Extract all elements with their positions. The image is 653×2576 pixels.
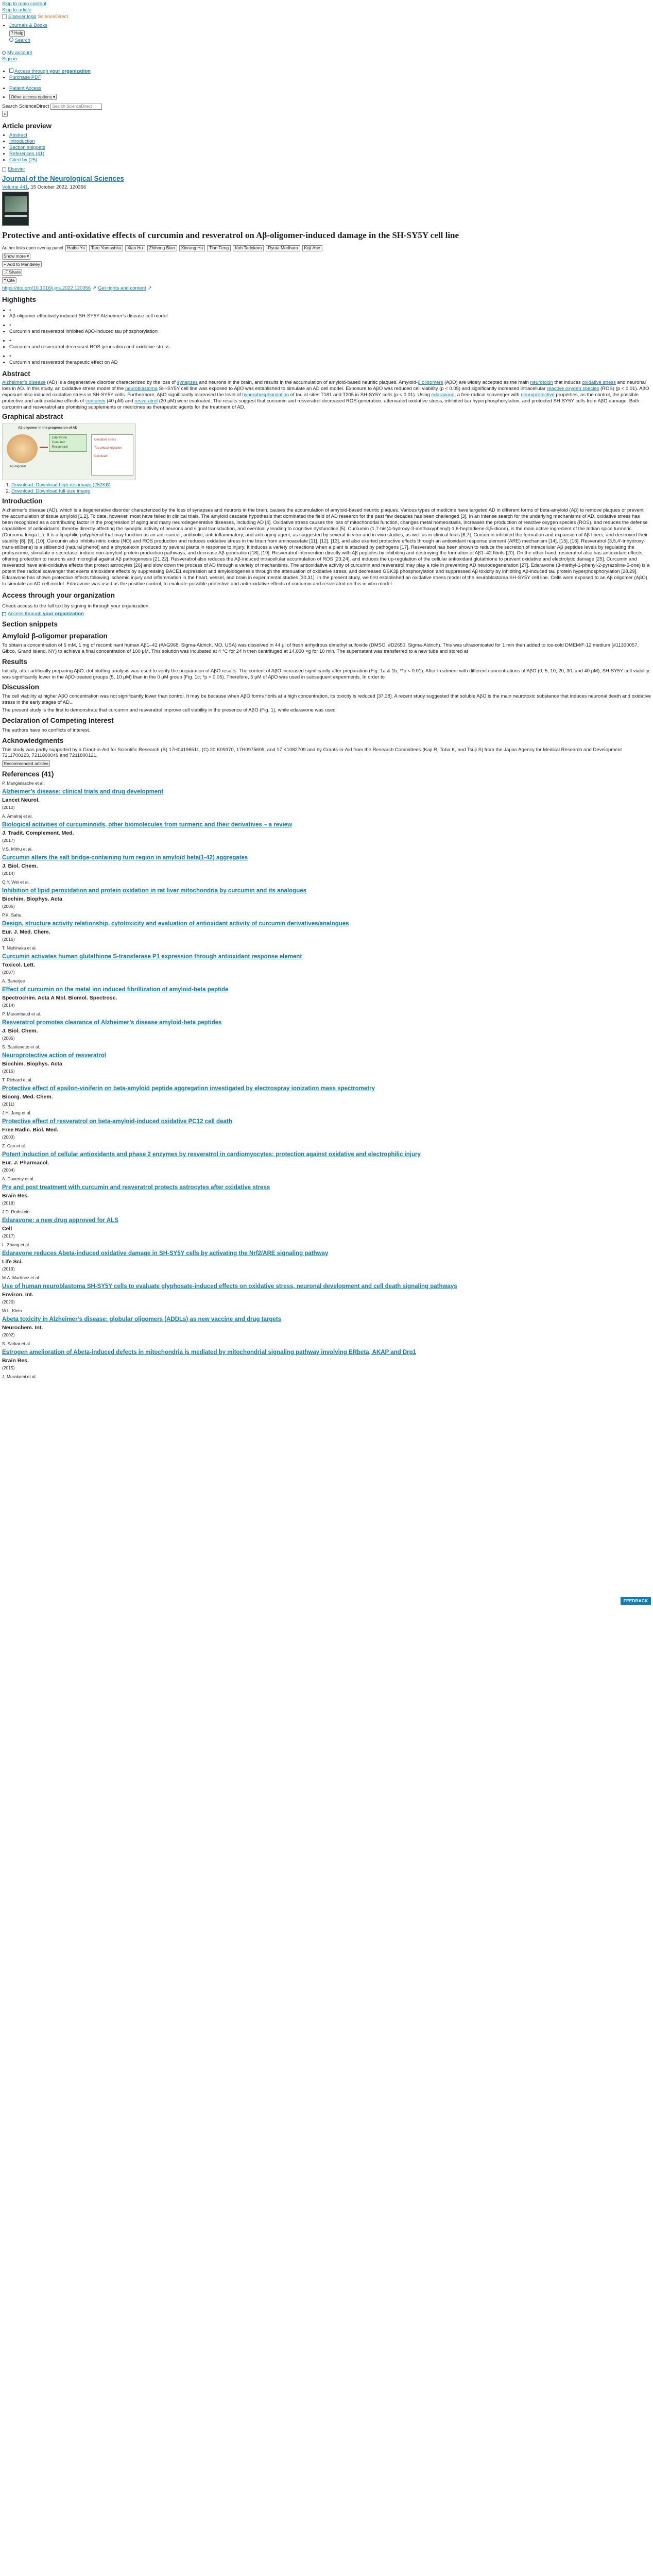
search-link[interactable]: Search <box>14 38 30 44</box>
reference-title-link[interactable]: Curcumin activates human glutathione S-transferase P1 expression through antioxidant response element <box>2 953 302 960</box>
reference-journal: Spectrochim. Acta A Mol. Biomol. Spectrosc. <box>2 995 117 1001</box>
reference-year: (2014) <box>2 1003 15 1008</box>
topic-link[interactable]: reactive oxygen species <box>546 386 599 392</box>
topic-link[interactable]: curcumin <box>85 398 106 404</box>
article-preview <box>2 122 651 163</box>
recommended-articles-button[interactable]: Recommended articles <box>2 760 50 767</box>
reference-title-link[interactable]: Alzheimer’s disease: clinical trials and drug development <box>2 788 164 795</box>
preview-abstract-link[interactable]: Abstract <box>9 132 27 139</box>
topic-link[interactable]: neuroprotective <box>521 392 555 398</box>
figure-label: Oxidative stress <box>94 438 116 442</box>
reference-item <box>2 1341 651 1371</box>
reference-item <box>2 781 651 810</box>
reference-journal: Neurochem. Int. <box>2 1325 43 1331</box>
reference-author: S. Bastianetto et al. <box>2 1044 40 1049</box>
add-to-mendeley-button[interactable]: + Add to Mendeley <box>2 261 42 267</box>
reference-title-link[interactable]: Edaravone: a new drug approved for ALS <box>2 1217 118 1224</box>
reference-year: (2006) <box>2 904 15 909</box>
reference-item <box>2 1176 651 1206</box>
access-org-section <box>2 591 651 618</box>
reference-author: Z. Cao et al. <box>2 1143 26 1148</box>
search-submit-button[interactable] <box>2 111 8 117</box>
search-label: Search ScienceDirect <box>2 103 49 109</box>
reference-item <box>2 1143 651 1173</box>
access-through-org-link[interactable]: Access through your organization <box>14 68 91 74</box>
sign-in-link[interactable]: Sign in <box>2 56 18 62</box>
reference-author: A. Amalraj et al. <box>2 813 33 819</box>
my-account-link[interactable]: My account <box>7 49 32 56</box>
reference-year: (2020) <box>2 1299 15 1305</box>
introduction-heading: Introduction <box>2 497 43 505</box>
figure-label: Edaravone <box>52 436 67 439</box>
snippet-heading: Discussion <box>2 683 40 691</box>
elsevier-icon <box>2 167 6 172</box>
acknowledgments-text: This study was partly supported by a Grant-in-Aid for Scientific Research (B) 17H04196511, (C) 20 K09370, 17H0975609, and 17 K1082709 and by Grants-in-Aid from the Research Committees (Kaji R, Toba K, and Tsuji S) from the Japan Agency for Medical Research and Development 7211700123, 7211800049 and 7211800121. <box>2 747 622 759</box>
highlights-heading: Highlights <box>2 295 36 303</box>
reference-title-link[interactable]: Curcumin alters the salt bridge-containing turn region in amyloid beta(1-42) aggregates <box>2 854 248 861</box>
elsevier-publisher-link[interactable]: Elsevier <box>8 166 25 172</box>
access-through-org-button[interactable]: Access through your organization <box>8 611 84 617</box>
figure-caption: Aβ oligomer in the progression of AD <box>18 426 78 430</box>
reference-title-link[interactable]: Protective effect of epsilon-viniferin on beta-amyloid peptide aggregation investigated by electrospray ionization mass spectrometry <box>2 1085 375 1092</box>
reference-item <box>2 1209 651 1239</box>
elsevier-logo-icon[interactable] <box>2 14 7 19</box>
quote-icon: ❝ <box>4 277 6 283</box>
download-high-res-link[interactable]: Download: Download high-res image (282KB) <box>11 482 111 488</box>
snippets-heading: Section snippets <box>2 620 58 629</box>
topic-link[interactable]: β oligomers <box>418 380 443 386</box>
reference-year: (2007) <box>2 970 15 975</box>
author-button[interactable]: Zhihong Bian <box>147 245 177 251</box>
topic-link[interactable]: oxidative stress <box>582 380 616 386</box>
reference-author: S. Sarkar et al. <box>2 1341 31 1346</box>
abstract-section <box>2 370 651 411</box>
reference-journal: J. Biol. Chem. <box>2 863 38 869</box>
reference-title-link[interactable]: Design, structure activity relationship, cytotoxicity and evaluation of antioxidant activity of curcumin derivatives/analogues <box>2 920 349 927</box>
reference-author: P. Mangialasche et al. <box>2 780 45 786</box>
reference-year: (2003) <box>2 1134 15 1140</box>
references-heading: References (41) <box>2 770 54 778</box>
topic-link[interactable]: neuroblastoma <box>125 386 158 392</box>
feedback-button[interactable]: FEEDBACK <box>621 1597 651 1605</box>
author-links-hint: Author links open overlay panel <box>2 245 63 251</box>
reference-title-link[interactable]: Use of human neuroblastoma SH-SY5Y cells to evaluate glyphosate-induced effects on oxidative stress, neuronal development and cell death signaling pathways <box>2 1283 457 1290</box>
doi-link[interactable]: https://doi.org/10.1016/j.jns.2022.120356 <box>2 285 91 291</box>
reference-year: (2017) <box>2 838 15 843</box>
account-area <box>2 50 651 62</box>
institution-icon <box>2 612 6 616</box>
author-button[interactable]: Koh Tadokoro <box>233 245 264 251</box>
search-bar <box>2 104 651 117</box>
preview-references-link[interactable]: References (41) <box>9 150 45 157</box>
reference-year: (2016) <box>2 937 15 942</box>
reference-title-link[interactable]: Effect of curcumin on the metal ion induced fibrillization of amyloid-beta peptide <box>2 986 229 993</box>
snippets-section <box>2 620 651 714</box>
figure-label: Aβ oligomer <box>10 465 27 468</box>
reference-author: A. Banerjee <box>2 978 25 984</box>
reference-author: J. Murakami et al. <box>2 1374 37 1379</box>
snippet-text: The cell viability at higher AβO concentration was not significantly lower than control. It may be because when AβO forms fibrils at a high concentration, its toxicity is reduced [37,38]. A recent study suggested that soluble AβO is the main neurotoxic substance that induces neuronal death and oxidative stress in the early stages of AD... <box>2 693 651 706</box>
journal-cover-image[interactable] <box>2 192 29 226</box>
abstract-heading: Abstract <box>2 369 30 378</box>
chevron-down-icon: ▾ <box>53 94 56 99</box>
reference-title-link[interactable]: Neuroprotective action of resveratrol <box>2 1052 106 1059</box>
reference-title-link[interactable]: Potent induction of cellular antioxidants and phase 2 enzymes by resveratrol in cardiomyocytes: protection against oxidative and electrophilic injury <box>2 1151 421 1158</box>
other-access-options-button[interactable]: • Other access options ▾ <box>9 94 57 100</box>
figure-label: Curcumin <box>52 440 65 444</box>
reference-item <box>2 1044 651 1074</box>
reference-author: P. Marambaud et al. <box>2 1011 41 1016</box>
preview-cited-by-link[interactable]: Cited by (25) <box>9 157 38 163</box>
reference-item <box>2 1308 651 1338</box>
graphical-abstract-image[interactable] <box>2 423 136 480</box>
reference-item <box>2 846 651 876</box>
search-input[interactable] <box>50 104 102 110</box>
snippet-text: The present study is the first to demonstrate that curcumin and resveratrol improve cell viability in the presence of AβO (Fig. 1), while edaravone was used <box>2 707 336 714</box>
reference-author: W.L. Klein <box>2 1308 22 1313</box>
references-section <box>2 770 651 1380</box>
figure-label: Resveratrol <box>52 445 68 449</box>
top-nav <box>2 23 651 44</box>
reference-title-link[interactable]: Biological activities of curcuminoids, other biomolecules from turmeric and their derivatives – a review <box>2 821 293 828</box>
reference-item <box>2 1077 651 1107</box>
highlights-section: Highlights • • • Aβ-oligomer effectively induced SH-SY5Y Alzheimer’s disease cell model • • • Curcumin and resveratrol inhibited AβO-induced tau phosphorylation • • • Curcumin and resveratrol decreased ROS generation and oxidative stress • • • Curcumin and resveratrol therapeutic effect on AD <box>2 296 651 366</box>
volume-link[interactable]: Volume 441 <box>2 184 28 191</box>
author-button[interactable]: Tian Feng <box>207 245 231 251</box>
topic-link[interactable]: resveratrol <box>134 398 158 404</box>
chevron-down-icon: ▾ <box>27 253 29 259</box>
graphical-abstract-heading: Graphical abstract <box>2 412 63 420</box>
reference-title-link[interactable]: Protective effect of resveratrol on beta-amyloid-induced oxidative PC12 cell death <box>2 1118 232 1125</box>
reference-title-link[interactable]: Pre and post treatment with curcumin and resveratrol protects astrocytes after oxidative stress <box>2 1184 270 1191</box>
reference-item <box>2 1242 651 1272</box>
cite-button[interactable]: ❝ Cite <box>2 277 16 283</box>
purchase-pdf-link[interactable]: Purchase PDF <box>9 74 41 80</box>
search-icon <box>9 38 13 42</box>
share-button[interactable]: ⤴ Share <box>2 269 22 276</box>
reference-year: (2002) <box>2 1332 15 1338</box>
user-icon <box>2 51 6 55</box>
highlight-item: • Curcumin and resveratrol decreased ROS generation and oxidative stress <box>9 344 651 350</box>
reference-author: J.D. Rothstein <box>2 1209 30 1214</box>
reference-year: (2005) <box>2 1036 15 1041</box>
reference-journal: Eur. J. Pharmacol. <box>2 1160 49 1166</box>
figure-label: Cell death <box>94 454 109 458</box>
highlight-item: • Curcumin and resveratrol inhibited AβO-induced tau phosphorylation <box>9 329 651 335</box>
skip-to-article-link[interactable]: Skip to article <box>2 7 32 13</box>
reference-year: (2019) <box>2 1266 15 1272</box>
reference-author: M.A. Martínez et al. <box>2 1275 40 1280</box>
snippet-text: To obtain a concentration of 5 mM, 1 mg of recombinant human Aβ1–42 (#AG968, Sigma-Aldrich, MO, USA) was dissolved in 44 μl of fresh anhydrous dimethyl sulfoxide (DMSO, #D2650, Sigma-Aldrich). This was ultrasonicated for 1 min then added to ice-cold DMEM/F-12 medium (#11330057, Gibco, Grand Island, NY) to achieve a final concentration of 100 μM. This solution was incubated at 4 °C for 24 h then centrifuged at 14,000 ×g for 10 min. The supernatant was transferred to a new tube and stored at <box>2 642 639 654</box>
article-preview-heading: Article preview <box>2 122 52 130</box>
reference-item <box>2 814 651 843</box>
reference-title-link[interactable]: Abeta toxicity in Alzheimer’s disease: globular oligomers (ADDLs) as new vaccine and drug targets <box>2 1316 282 1323</box>
reference-journal: J. Tradit. Complement. Med. <box>2 830 74 836</box>
competing-interest-text: The authors have no conflicts of interest. <box>2 727 91 733</box>
reference-journal: Brain Res. <box>2 1193 29 1199</box>
snippet-text: Initially, after artificially preparing AβO, dot blotting analysis was used to verify the preparation of AβO results. The content of AβO increased significantly after preparation (Fig. 1a & 1b; **p < 0.01). After treatment with different concentrations of AβO (0, 5, 10, 20, 30, and 40 μM), SH-SY5Y cell viability was significantly lower in the AβO-treated groups (5, 10 μM) than in the 0 μM group (Fig. 1c; *p < 0.05). Therefore, 5 μM of AβO was used in subsequent experiments. In order to <box>2 668 649 680</box>
figure-neuron-shape <box>7 434 38 463</box>
acknowledgments-section <box>2 737 651 767</box>
patient-access-link[interactable]: Patient Access <box>9 86 42 92</box>
elsevier-logo-link[interactable]: Elsevier logo <box>8 13 37 20</box>
reference-journal: Bioorg. Med. Chem. <box>2 1094 53 1100</box>
reference-item <box>2 912 651 942</box>
preview-introduction-link[interactable]: Introduction <box>9 139 35 145</box>
search-icon: ⌕ <box>4 111 6 116</box>
skip-to-main-link[interactable]: Skip to main content <box>2 1 47 7</box>
topic-link[interactable]: edaravone <box>431 392 455 398</box>
introduction-text: Alzheimer’s disease (AD), which is a degenerative disorder characterized by the loss of synapses and neurons in the brain, causes the accumulation of amyloid-based neuritic plaques. Various types of medicine have targeted AD in different forms of beta-amyloid (Aβ) to remove plaques or prevent the accumulation of tissue amyloid [1,2]. To date, however, most have failed in clinical trials. The amyloid cascade hypothesis that dominated the field of AD research for the past few decades has been challenged [3]. In an intense search for the underlying mechanisms of AD, oxidative stress has been recognized as a contributing factor in the progression of aging and many neurodegenerative diseases, including AD [4]. Oxidative stress causes the loss of mitochondrial function, changes metal homeostasis, increases the production of reactive oxygen species (ROS), and reduces the defense capabilities of antioxidants, thereby directly affecting the synaptic activity of neurons and signal transduction, and eventually leading to cognitive dysfunction [5]. Curcumin (1,7-bis(4-hydroxy-3-methoxyphenyl)-1,6-heptadiene-3,5-dione), is the main active ingredient of the Indian spice turmeric (Curcuma longa L.). It is a lipophilic polyphenol that may function as an anti-cancer, antibiotic, anti-inflammatory, and anti-aging agent, as suggested by several in vitro and in vivo studies, as well as in clinical trials [6,7]. Curcumin inhibited the formation and expansion of Aβ fibers, and destroyed their stability [8], [9], [10]. Curcumin also inhibits nitric oxide (NO) and ROS production and reduces oxidative stress in the brain from aminoacetate [11], [12], [13], and also exerted protective effects through an antioxidant response element (ARE) mechanism [14], [15], [16]. Resveratrol (3,5,4′-trihydroxy-trans-stilbene) is a stilbenoid (natural phenol) and a phytoalexin produced by several plants in response to injury. It induces a variety of reactions when a plant is attacked by pathogens [17]. Resveratrol has been shown to reduce the secretion of intracellular Aβ peptides levels by regulating the proteasome, stimulate α-secretase, induce non-amyloid protein production pathways, and decrease Aβ generation [18], [19]. Resveratrol intervention directly with Aβ peptides by inhibiting and destroying the formation of Aβ1–42 fibrils [20]. On the other hand, resveratrol also has antioxidant effects, offering protection to neurons and microglial against Aβ pathogenesis [21,22]. Resveratrol also reduces the Aβ-induced intracellular accumulation of ROS [23,24], and induces the up-regulation of the cellular antioxidant glutathione to prevent oxidative and electrolytic damage [25]. Curcumin and resveratrol have anti-oxidative effects that protect astrocytes [26] and slow down the process of AD through a variety of mechanisms. The antioxidative activity of curcumin and resveratrol may play a role in preventing AD neurodegeneration [27]. Edaravone (3-methyl-1-phenyl-2-pyrazoline-5-one) is a potent free radical scavenger that exerts antioxidant effects by suppressing BACE1 expression and amyloidogenesis through the attenuation of oxidative stress, and decreased GSK3β phosphorylation and suppressed Aβ toxicity by inhibiting Aβ-induced tau protein hyperphosphorylation [28,29]. Edaravone has shown protective effects following ischemic injury and inflammation in the heart, vessel, and brain in experimental studies [30,31]. In the present study, we first established an oxidative stress model of the neuroblastoma SH-SY5Y cell line. Cells were exposed to an Aβ oligomer (AβO) to simulate an AD cell model. Edaravone was used as the positive control, to evaluate possible protective and anti-oxidative effects of curcumin and resveratrol on this in vitro model. <box>2 507 650 587</box>
authors-row <box>2 245 651 251</box>
journals-books-link[interactable]: Journals & Books <box>9 22 47 28</box>
reference-item <box>2 945 651 975</box>
introduction-section <box>2 497 651 587</box>
external-link-icon: ↗ <box>147 285 152 291</box>
reference-title-link[interactable]: Estrogen amelioration of Abeta-induced defects in mitochondria is mediated by mitochondrial signaling pathway involving ERbeta, AKAP and Drp1 <box>2 1349 417 1355</box>
reference-author: P.K. Sahu <box>2 912 22 918</box>
help-button[interactable]: ? Help <box>9 30 25 37</box>
figure-label: Tau phosphorylation <box>94 446 122 450</box>
reference-item <box>2 1110 651 1140</box>
reference-year: (2015) <box>2 1365 15 1371</box>
reference-year: (2004) <box>2 1167 15 1173</box>
author-button[interactable]: Koji Abe <box>302 245 322 251</box>
reference-author: T. Nishinaka et al. <box>2 945 37 951</box>
reference-journal: Free Radic. Biol. Med. <box>2 1127 59 1133</box>
reference-journal: Brain Res. <box>2 1358 29 1364</box>
competing-interest-heading: Declaration of Competing Interest <box>2 716 114 724</box>
journal-info <box>2 166 651 226</box>
reference-journal: Biochim. Biophys. Acta <box>2 896 62 902</box>
reference-item <box>2 978 651 1008</box>
reference-author: L. Zhang et al. <box>2 1242 30 1247</box>
reference-journal: Environ. Int. <box>2 1292 33 1298</box>
reference-item <box>2 1374 651 1380</box>
reference-item <box>2 1011 651 1041</box>
reference-year: (2015) <box>2 1069 15 1074</box>
reference-year: (2017) <box>2 1233 15 1239</box>
rights-content-link[interactable]: Get rights and content <box>98 285 146 291</box>
reference-author: V.S. Mithu et al. <box>2 846 33 852</box>
cover-band <box>5 196 27 212</box>
author-button[interactable]: Xinrang Hu <box>179 245 205 251</box>
reference-year: (2014) <box>2 871 15 876</box>
reference-item <box>2 1275 651 1305</box>
access-org-text: Check access to the full text by signing in through your organization. <box>2 603 150 609</box>
author-button[interactable]: Taro Yamashita <box>89 245 123 251</box>
issue-date: , 15 October 2022, 120356 <box>28 184 87 191</box>
external-link-icon: ↗ <box>92 285 97 291</box>
topic-link[interactable]: neurotoxin <box>530 380 553 386</box>
author-button[interactable]: Xiao Hu <box>125 245 145 251</box>
reference-author: J.H. Jang et al. <box>2 1110 31 1115</box>
reference-title-link[interactable]: Edaravone reduces Abeta-induced oxidative damage in SH-SY5Y cells by activating the Nrf2/ARE signaling pathway <box>2 1250 329 1257</box>
reference-journal: Toxicol. Lett. <box>2 962 35 968</box>
article-actions <box>2 253 651 292</box>
help-icon: ? <box>11 30 13 36</box>
preview-snippets-link[interactable]: Section snippets <box>9 145 45 151</box>
figure-arrow <box>40 447 48 448</box>
reference-journal: Cell <box>2 1226 12 1232</box>
reference-author: Q.Y. Wei et al. <box>2 879 30 885</box>
download-full-size-link[interactable]: Download: Download full-size image <box>11 488 91 494</box>
abstract-text: Alzheimer’s disease (AD) is a degenerative disorder characterized by the loss of synapses and neurons in the brain, and results in the accumulation of amyloid-based neuritic plaques. Amyloid-β oligomers (AβO) are widely accepted as the main neurotoxin that induces oxidative stress and neuronal loss in AD. In this study, an oxidative stress model of the neuroblastoma SH-SY5Y cell line was exposed to AβO was established to simulate an AD cell model. Exposure to AβO was reduced cell viability (p < 0.05) and significantly increased intracellular reactive oxygen species (ROS) (p < 0.01). AβO exposure also induced oxidative stress in SH-SY5Y cells. Furthermore, AβO significantly increased the level of hyperphosphorylation of tau at sites T181 and T205 in SH-SY5Y cells (p < 0.01). Using edaravone, a free radical scavenger with neuroprotective properties, as the control, the possible protective and anti-oxidative effects of curcumin (40 μM) and resveratrol (20 μM) were evaluated. The results suggest that curcumin and resveratrol decreased ROS generation, attenuated oxidative stress, inhibited tau hyperphosphorylation, and protected SH-SY5Y cells from AβO damage. Both curcumin and resveratrol are promising supplements or medicines as therapeutic agents for the treatment of AD. <box>2 380 649 410</box>
author-button[interactable]: Haibo Yu <box>65 245 87 251</box>
access-org-heading: Access through your organization <box>2 591 115 599</box>
reference-year: (2010) <box>2 805 15 810</box>
article-title: Protective and anti-oxidative effects of curcumin and resveratrol on Aβ-oligomer-induced damage in the SH-SY5Y cell line <box>2 230 459 241</box>
topic-link[interactable]: Alzheimer’s disease <box>2 380 46 386</box>
reference-author: A. Daverey et al. <box>2 1176 35 1181</box>
show-more-button[interactable]: Show more ▾ <box>2 253 30 260</box>
reference-item <box>2 879 651 909</box>
skip-links <box>2 0 651 20</box>
topic-link[interactable]: synapses <box>177 380 198 386</box>
cover-stripe <box>5 215 27 217</box>
share-icon: ⤴ <box>4 269 8 275</box>
competing-interest-section <box>2 717 651 734</box>
reference-journal: Biochim. Biophys. Acta <box>2 1061 62 1067</box>
institution-icon <box>9 69 13 73</box>
reference-author: T. Richard et al. <box>2 1077 33 1082</box>
graphical-abstract-section <box>2 413 651 495</box>
topic-link[interactable]: hyperphosphorylation <box>242 392 289 398</box>
snippet-heading: Results <box>2 657 27 666</box>
reference-journal: Eur. J. Med. Chem. <box>2 929 50 935</box>
references-list <box>2 781 651 1380</box>
plus-icon: + <box>4 261 6 267</box>
acknowledgments-heading: Acknowledgments <box>2 736 64 744</box>
reference-year: (2011) <box>2 1101 14 1107</box>
reference-journal: J. Biol. Chem. <box>2 1028 38 1034</box>
sciencedirect-brand[interactable]: ScienceDirect <box>38 13 68 20</box>
access-options <box>2 69 651 100</box>
reference-journal: Lancet Neurol. <box>2 797 40 803</box>
reference-journal: Life Sci. <box>2 1259 23 1265</box>
reference-year: (2018) <box>2 1200 15 1206</box>
journal-title-link[interactable]: Journal of the Neurological Sciences <box>2 174 125 182</box>
highlight-item: • Curcumin and resveratrol therapeutic effect on AD <box>9 360 651 366</box>
reference-title-link[interactable]: Inhibition of lipid peroxidation and protein oxidation in rat liver mitochondria by curcumin and its analogues <box>2 887 307 894</box>
highlight-item: • Aβ-oligomer effectively induced SH-SY5Y Alzheimer’s disease cell model <box>9 313 651 319</box>
author-button[interactable]: Ryuta Morihara <box>266 245 300 251</box>
snippet-heading: Amyloid β-oligomer preparation <box>2 632 108 640</box>
reference-title-link[interactable]: Resveratrol promotes clearance of Alzheimer’s disease amyloid-beta peptides <box>2 1019 222 1026</box>
